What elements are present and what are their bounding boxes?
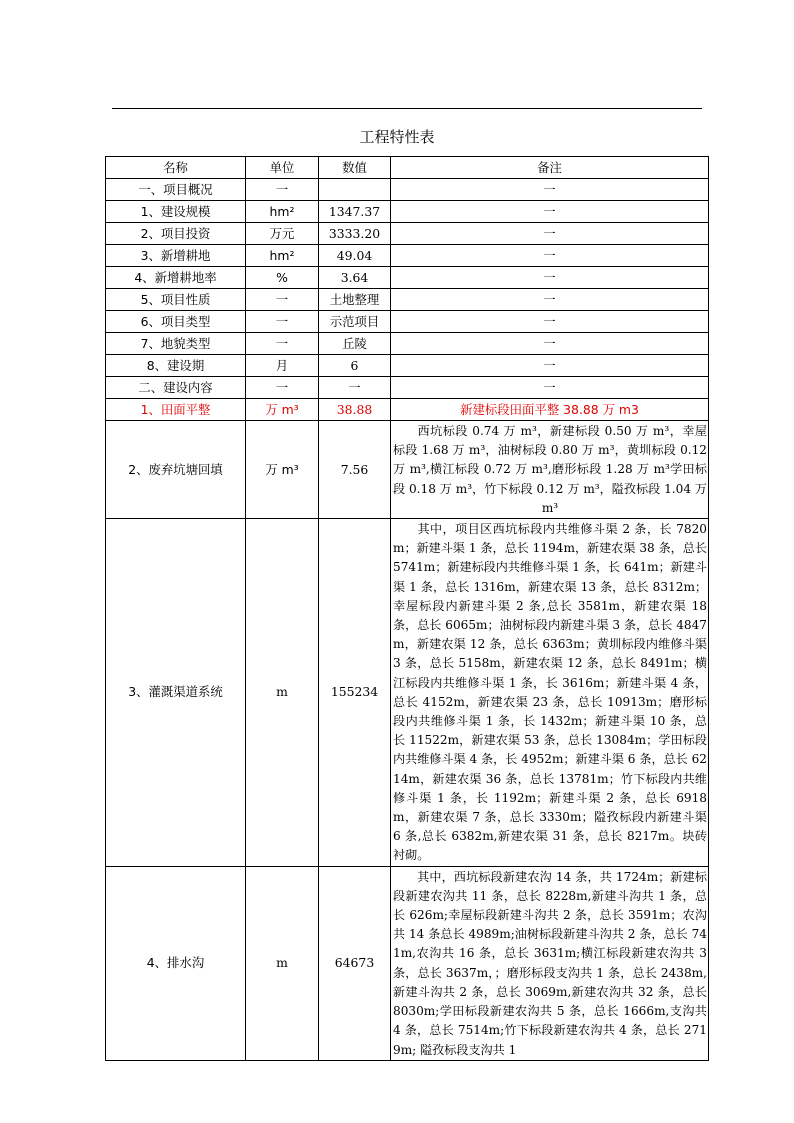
row-unit: 一 bbox=[246, 179, 319, 201]
header-value: 数值 bbox=[319, 157, 391, 179]
row-unit: 一 bbox=[246, 333, 319, 355]
row-note: 一 bbox=[391, 377, 709, 399]
table-row bbox=[106, 311, 709, 333]
document-title: 工程特性表 bbox=[359, 128, 435, 146]
row-note: 一 bbox=[391, 201, 709, 223]
table-row bbox=[106, 245, 709, 267]
row-name: 4、排水沟 bbox=[106, 866, 246, 1060]
table-header-row bbox=[106, 157, 709, 179]
row-name: 2、项目投资 bbox=[106, 223, 246, 245]
row-unit: 万 m³ bbox=[246, 421, 319, 519]
row-value: 6 bbox=[319, 355, 391, 377]
row-name: 5、项目性质 bbox=[106, 289, 246, 311]
row-name: 2、废弃坑塘回填 bbox=[106, 421, 246, 519]
table-row bbox=[106, 179, 709, 201]
row-note: 一 bbox=[391, 267, 709, 289]
row-note bbox=[391, 421, 709, 519]
row-unit: 一 bbox=[246, 311, 319, 333]
header-note: 备注 bbox=[391, 157, 709, 179]
table-row bbox=[106, 866, 709, 1060]
row-name: 1、建设规模 bbox=[106, 201, 246, 223]
row-note: 一 bbox=[391, 245, 709, 267]
row-note: 一 bbox=[391, 179, 709, 201]
row-unit: 万元 bbox=[246, 223, 319, 245]
row-value bbox=[319, 179, 391, 201]
row-value: 64673 bbox=[319, 866, 391, 1060]
row-name: 3、灌溉渠道系统 bbox=[106, 519, 246, 867]
row-value: 38.88 bbox=[319, 399, 391, 421]
row-note bbox=[391, 866, 709, 1060]
row-value: 示范项目 bbox=[319, 311, 391, 333]
row-unit: 万 m³ bbox=[246, 399, 319, 421]
table-row bbox=[106, 201, 709, 223]
row-unit: hm² bbox=[246, 201, 319, 223]
header-name: 名称 bbox=[106, 157, 246, 179]
row-note-text: 其中，项目区西坑标段内共维修斗渠 2 条，长 7820m；新建斗渠 1 条，总长 1194m，新建农渠 38 条，总长 5741m；新建标段内共维修斗渠 1 条，长 641m；新建斗渠 1 条，总长 1316m，新建农渠 13 条，总长 8312m；幸屋标段内新建斗渠 2 条,总长 3581m，新建农渠 18 条，总长 6065m；油树标段内新建斗渠 3 条，总长 4847m，新建农渠 12 条，总长 6363m；黄圳标段内维修斗渠 3 条，总长 5158m，新建农渠 12 条，总长 8491m；横江标段内共维修斗渠 1 条，长 3616m；新建斗渠 4 条，总长 4152m，新建农渠 23 条，总长 10913m；磨形标段内共维修斗渠 1 条，长 1432m；新建斗渠 10 条，总长 11522m，新建农渠 53 条，总长 13084m；学田标段内共维修斗渠 4 条，长 4952m；新建斗渠 6 条，总长 6214m，新建农渠 36 条，总长 13781m；竹下标段内共维修斗渠 1 条，长 1192m；新建斗渠 2 条，总长 6918m，新建农渠 7 条，总长 3330m；隘孜标段内新建斗渠 6 条,总长 6382m,新建农渠 31 条，总长 8217m。块砖衬砌。 bbox=[393, 522, 707, 863]
row-name: 6、项目类型 bbox=[106, 311, 246, 333]
row-note: 一 bbox=[391, 355, 709, 377]
project-spec-table bbox=[105, 156, 709, 1061]
row-value: 3333.20 bbox=[319, 223, 391, 245]
row-unit: % bbox=[246, 267, 319, 289]
row-name: 一、项目概况 bbox=[106, 179, 246, 201]
table-row bbox=[106, 377, 709, 399]
table-row bbox=[106, 267, 709, 289]
header-unit: 单位 bbox=[246, 157, 319, 179]
row-value: 155234 bbox=[319, 519, 391, 867]
table-row bbox=[106, 223, 709, 245]
row-note-text: 其中，西坑标段新建农沟 14 条，共 1724m；新建标段新建农沟共 11 条，总长 8228m,新建斗沟共 1 条，总长 626m;幸屋标段新建斗沟共 2 条，总长 3591m；农沟共 14 条总长 4989m;油树标段新建斗沟共 2 条，总长 741m,农沟共 16 条，总长 3631m;横江标段新建农沟共 3 条，总长 3637m，；磨形标段支沟共 1 条，总长 2438m,新建斗沟共 2 条，总长 3069m,新建农沟共 32 条，总长 8030m;学田标段新建农沟共 5 条，总长 1666m,支沟共 4 条，总长 7514m;竹下标段新建农沟共 4 条，总长 2719m; 隘孜标段支沟共 1 bbox=[393, 869, 707, 1057]
table-row bbox=[106, 333, 709, 355]
row-value: 1347.37 bbox=[319, 201, 391, 223]
row-name: 4、新增耕地率 bbox=[106, 267, 246, 289]
row-unit: m bbox=[246, 519, 319, 867]
row-unit: 一 bbox=[246, 289, 319, 311]
row-unit: 一 bbox=[246, 377, 319, 399]
row-name: 8、建设期 bbox=[106, 355, 246, 377]
row-name: 7、地貌类型 bbox=[106, 333, 246, 355]
table-row bbox=[106, 355, 709, 377]
row-note: 一 bbox=[391, 311, 709, 333]
row-name: 1、田面平整 bbox=[106, 399, 246, 421]
table-row bbox=[106, 519, 709, 867]
row-note bbox=[391, 519, 709, 867]
row-value: 丘陵 bbox=[319, 333, 391, 355]
row-name: 二、建设内容 bbox=[106, 377, 246, 399]
row-unit: 月 bbox=[246, 355, 319, 377]
row-value: 土地整理 bbox=[319, 289, 391, 311]
row-value: 7.56 bbox=[319, 421, 391, 519]
row-unit: m bbox=[246, 866, 319, 1060]
row-note-text: 西坑标段 0.74 万 m³，新建标段 0.50 万 m³，幸屋标段 1.68 万 m³，油树标段 0.80 万 m³，黄圳标段 0.12 万 m³,横江标段 0.72 万 m³,磨形标段 1.28 万 m³学田标段 0.18 万 m³，竹下标段 0.12 万 m³，隘孜标段 1.04 万 m³ bbox=[393, 424, 707, 515]
row-note: 一 bbox=[391, 333, 709, 355]
table-row-highlighted bbox=[106, 399, 709, 421]
row-value: 3.64 bbox=[319, 267, 391, 289]
row-value: 49.04 bbox=[319, 245, 391, 267]
table-row bbox=[106, 289, 709, 311]
row-note: 一 bbox=[391, 289, 709, 311]
row-note: 一 bbox=[391, 223, 709, 245]
header-rule bbox=[112, 108, 702, 109]
table-row bbox=[106, 421, 709, 519]
row-name: 3、新增耕地 bbox=[106, 245, 246, 267]
row-note: 新建标段田面平整 38.88 万 m3 bbox=[391, 399, 709, 421]
row-value: 一 bbox=[319, 377, 391, 399]
row-unit: hm² bbox=[246, 245, 319, 267]
